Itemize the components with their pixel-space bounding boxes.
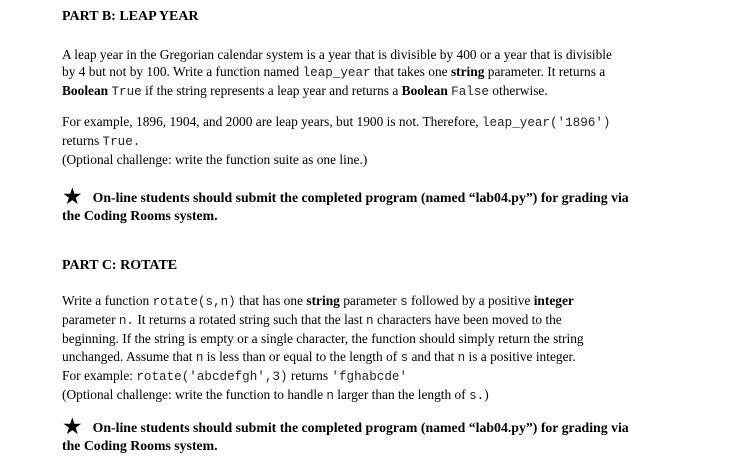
text-span: unchanged. Assume that — [62, 348, 196, 364]
code-literal: True. — [102, 135, 141, 150]
text-line — [62, 386, 712, 405]
text-line — [62, 367, 712, 386]
part-c-heading: PART C: ROTATE — [62, 258, 178, 273]
text-span: parameter — [62, 312, 119, 328]
text-line — [62, 348, 712, 367]
text-line — [62, 330, 712, 347]
text-line — [62, 82, 712, 101]
text-span: is a positive integer. — [465, 348, 576, 364]
text-span: (Optional challenge: write the function to handle — [62, 387, 327, 403]
code-literal: s — [400, 295, 408, 309]
text-span: otherwise. — [488, 83, 548, 99]
text-line — [62, 184, 702, 210]
part-b-heading: PART B: LEAP YEAR — [62, 9, 199, 24]
text-span: larger than the length of — [333, 387, 470, 403]
text-line — [62, 63, 712, 82]
text-span: characters have been moved to the — [373, 312, 562, 328]
text-span: On-line students should submit the completed program (named “lab04.py”) for grading via — [92, 420, 629, 435]
text-line — [62, 132, 712, 151]
code-literal: n — [326, 389, 334, 404]
text-span: parameter. It returns a — [484, 64, 606, 80]
text-line — [62, 113, 712, 132]
text-span: beginning. If the string is empty or a single character, the function should simply return the string — [62, 331, 584, 347]
star-icon: ★ — [62, 184, 83, 210]
text-span: For example: — [62, 367, 137, 383]
code-example: leap_year('1896') — [481, 116, 611, 130]
text-span: if the string represents a leap year and returns a — [141, 83, 402, 99]
text-span: A leap year in the Gregorian calendar system is a year that is divisible by 400 or a year that is divisible — [62, 47, 612, 62]
bold-term: integer — [533, 293, 574, 308]
text-span: the Coding Rooms system. — [62, 438, 218, 453]
function-name-code: leap_year — [302, 66, 371, 81]
text-span: the Coding Rooms system. — [62, 208, 218, 223]
code-literal: s — [400, 350, 409, 365]
text-span: and that — [408, 348, 458, 364]
text-line — [62, 437, 702, 455]
text-line — [62, 151, 712, 168]
part-b-description — [62, 46, 712, 102]
code-literal: 'fghabcde' — [331, 369, 407, 384]
text-span: that takes one — [370, 64, 451, 80]
code-literal: n — [195, 350, 204, 365]
bold-term: Boolean — [62, 83, 109, 99]
text-span: that has one — [235, 293, 307, 308]
text-span: is less than or equal to the length of — [203, 348, 401, 364]
text-line — [62, 311, 712, 330]
text-span: Write a function — [62, 293, 153, 308]
function-signature-code: rotate(s,n) — [152, 295, 236, 309]
text-span: by 4 but not by 100. Write a function named — [62, 64, 303, 80]
star-icon: ★ — [62, 414, 83, 440]
text-span: parameter — [339, 293, 401, 308]
code-example: rotate('abcdefgh',3) — [136, 369, 288, 384]
part-b-example — [62, 113, 712, 169]
text-line — [62, 46, 712, 63]
code-literal: True — [111, 85, 142, 100]
code-literal: n. — [118, 314, 134, 329]
text-span: It returns a rotated string such that the last — [134, 312, 367, 328]
code-literal: n — [457, 350, 466, 365]
text-line — [62, 207, 702, 225]
text-span: returns — [62, 133, 103, 149]
bold-term: Boolean — [401, 83, 448, 99]
code-literal: n — [366, 314, 374, 329]
part-b-submission-notice — [62, 184, 702, 225]
bold-term: string — [306, 293, 340, 308]
code-literal: False — [451, 85, 489, 100]
text-span: On-line students should submit the completed program (named “lab04.py”) for grading via — [92, 190, 629, 205]
text-span: returns — [287, 367, 332, 383]
code-literal: s. — [469, 389, 485, 404]
text-line — [62, 292, 712, 311]
text-span: For example, 1896, 1904, and 2000 are leap years, but 1900 is not. Therefore, — [62, 114, 482, 129]
text-span: ) — [484, 387, 489, 403]
part-c-description — [62, 292, 712, 405]
text-span: (Optional challenge: write the function suite as one line.) — [62, 152, 368, 168]
text-line — [62, 414, 702, 440]
text-span: followed by a positive — [407, 293, 534, 308]
part-c-submission-notice — [62, 414, 702, 455]
bold-term: string — [450, 64, 485, 80]
